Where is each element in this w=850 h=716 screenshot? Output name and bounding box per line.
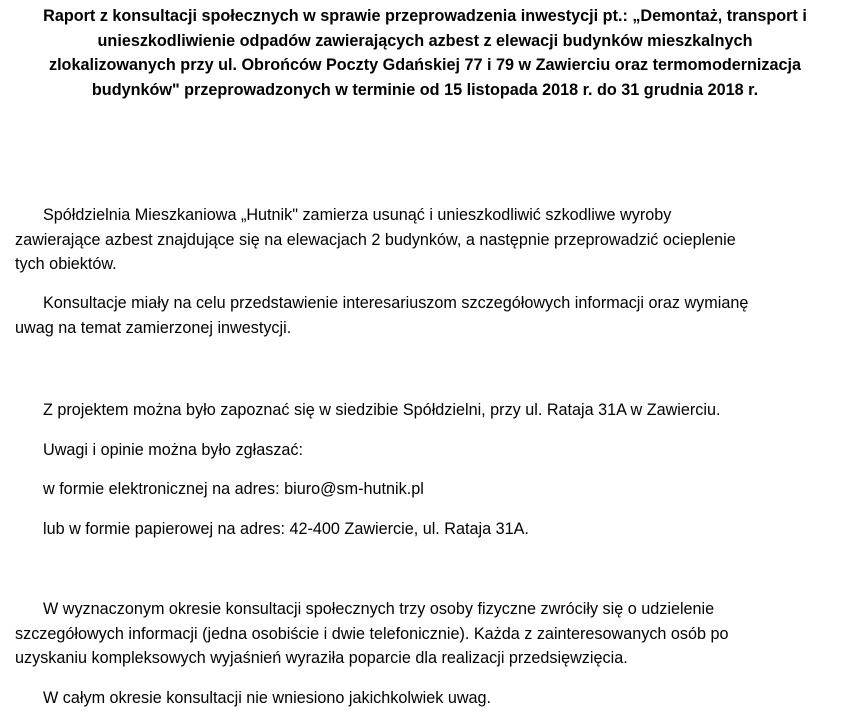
title-line: budynków" przeprowadzonych w terminie od 15 listopada 2018 r. do 31 grudnia 2018 r. [91,80,759,99]
paragraph-line: W wyznaczonym okresie konsultacji społecznych trzy osoby fizyczne zwróciły się o udzielenie [43,600,715,618]
paragraph-comments-intro [15,438,835,463]
paragraph-line: Z projektem można było zapoznać się w siedzibie Spółdzielni, przy ul. Rataja 31A w Zawierciu. [43,401,721,419]
title-line: Raport z konsultacji społecznych w sprawie przeprowadzenia inwestycji pt.: „Demontaż, transport i [43,7,807,25]
paragraph-line: Konsultacje miały na celu przedstawienie interesariuszom szczegółowych informacji oraz wymianę [43,294,749,312]
paragraph-intro [15,203,835,277]
paragraph-line: szczegółowych informacji (jedna osobiście i dwie telefonicznie). Każda z zainteresowanych osób po [15,624,729,643]
paragraph-project-location [15,398,835,423]
paragraph-line: Spółdzielnia Mieszkaniowa „Hutnik" zamierza usunąć i unieszkodliwić szkodliwe wyroby [43,206,672,224]
paragraph-paper-address [15,517,835,542]
paragraph-line: uzyskaniu kompleksowych wyjaśnień wyraziła poparcie dla realizacji przedsięwzięcia. [15,649,628,667]
paragraph-no-comments [15,686,835,711]
paragraph-consultation-results [15,597,835,671]
paragraph-line: tych obiektów. [15,255,117,273]
paragraph-line: lub w formie papierowej na adres: 42-400 Zawiercie, ul. Rataja 31A. [43,520,529,538]
paragraph-line: zawierające azbest znajdujące się na elewacjach 2 budynków, a następnie przeprowadzić ocieplenie [15,230,736,249]
paragraph-line: w formie elektronicznej na adres: biuro@sm-hutnik.pl [43,480,424,498]
paragraph-electronic-address [15,477,835,502]
paragraph-line: uwag na temat zamierzonej inwestycji. [15,318,292,337]
paragraph-line: W całym okresie konsultacji nie wniesiono jakichkolwiek uwag. [43,689,492,707]
report-title [0,4,850,102]
paragraph-line: Uwagi i opinie można było zgłaszać: [43,441,304,459]
title-line: zlokalizowanych przy ul. Obrońców Poczty Gdańskiej 77 i 79 w Zawierciu oraz termomodernizacja [48,56,802,74]
paragraph-purpose [15,291,835,340]
title-line: unieszkodliwienie odpadów zawierających azbest z elewacji budynków mieszkalnych [97,31,753,50]
